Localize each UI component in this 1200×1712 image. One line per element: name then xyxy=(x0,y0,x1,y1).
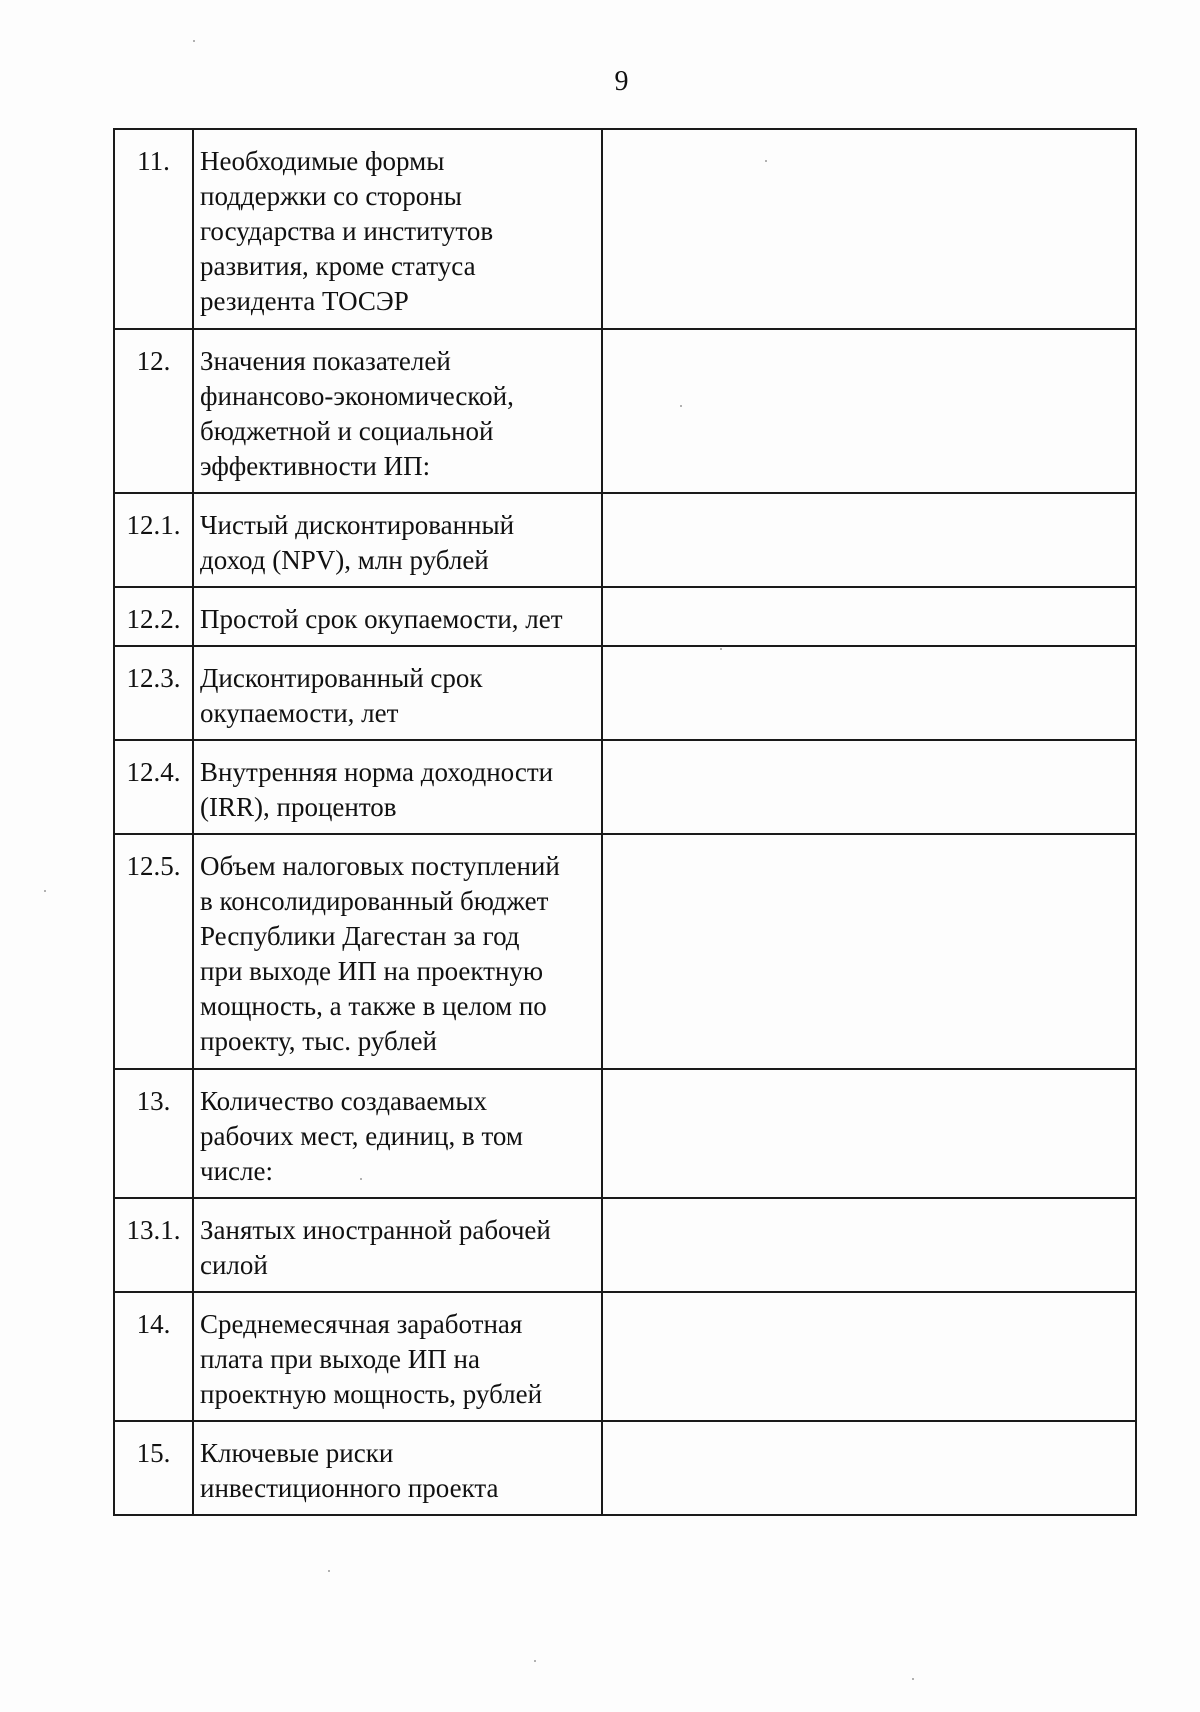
row-number: 12.5. xyxy=(114,834,193,1069)
row-label: Среднемесячная заработная плата при выходе ИП на проектную мощность, рублей xyxy=(193,1292,602,1421)
row-label: Количество создаваемых рабочих мест, единиц, в том числе: xyxy=(193,1069,602,1198)
table-row xyxy=(114,1069,1136,1198)
row-label: Необходимые формы поддержки со стороны государства и институтов развития, кроме статуса резидента ТОСЭР xyxy=(193,129,602,329)
row-number: 12.3. xyxy=(114,646,193,740)
scan-speck xyxy=(360,1178,362,1180)
row-label: Ключевые риски инвестиционного проекта xyxy=(193,1421,602,1515)
row-label: Занятых иностранной рабочей силой xyxy=(193,1198,602,1292)
row-value-cell xyxy=(602,740,1136,834)
row-value-cell xyxy=(602,129,1136,329)
row-value-cell xyxy=(602,329,1136,493)
scan-speck xyxy=(680,405,682,407)
scan-speck xyxy=(193,40,195,42)
table-row xyxy=(114,646,1136,740)
row-value-cell xyxy=(602,1421,1136,1515)
page-number: 9 xyxy=(614,66,629,97)
table-row xyxy=(114,1421,1136,1515)
row-label: Дисконтированный срок окупаемости, лет xyxy=(193,646,602,740)
scan-speck xyxy=(912,1678,914,1680)
row-number: 12.2. xyxy=(114,587,193,646)
table-row xyxy=(114,1292,1136,1421)
row-value-cell xyxy=(602,587,1136,646)
table-row xyxy=(114,587,1136,646)
row-number: 15. xyxy=(114,1421,193,1515)
row-number: 13.1. xyxy=(114,1198,193,1292)
table-row xyxy=(114,740,1136,834)
row-label: Чистый дисконтированный доход (NPV), млн рублей xyxy=(193,493,602,587)
table-row xyxy=(114,1198,1136,1292)
investment-project-table xyxy=(113,128,1137,1516)
row-number: 12.1. xyxy=(114,493,193,587)
row-number: 11. xyxy=(114,129,193,329)
scan-speck xyxy=(44,890,46,892)
row-value-cell xyxy=(602,646,1136,740)
row-number: 13. xyxy=(114,1069,193,1198)
row-label: Объем налоговых поступлений в консолидированный бюджет Республики Дагестан за год при выходе ИП на проектную мощность, а также в целом по проекту, тыс. рублей xyxy=(193,834,602,1069)
row-label: Значения показателей финансово-экономической, бюджетной и социальной эффективности ИП: xyxy=(193,329,602,493)
row-label: Простой срок окупаемости, лет xyxy=(193,587,602,646)
scan-speck xyxy=(328,1570,330,1572)
scan-speck xyxy=(720,648,722,650)
row-value-cell xyxy=(602,1198,1136,1292)
scan-speck xyxy=(765,160,767,162)
row-number: 12.4. xyxy=(114,740,193,834)
table-row xyxy=(114,329,1136,493)
row-value-cell xyxy=(602,1292,1136,1421)
row-value-cell xyxy=(602,493,1136,587)
table-row xyxy=(114,129,1136,329)
row-number: 14. xyxy=(114,1292,193,1421)
table-row xyxy=(114,834,1136,1069)
row-label: Внутренняя норма доходности (IRR), процентов xyxy=(193,740,602,834)
row-value-cell xyxy=(602,834,1136,1069)
row-number: 12. xyxy=(114,329,193,493)
row-value-cell xyxy=(602,1069,1136,1198)
table-row xyxy=(114,493,1136,587)
scan-speck xyxy=(534,1660,536,1662)
